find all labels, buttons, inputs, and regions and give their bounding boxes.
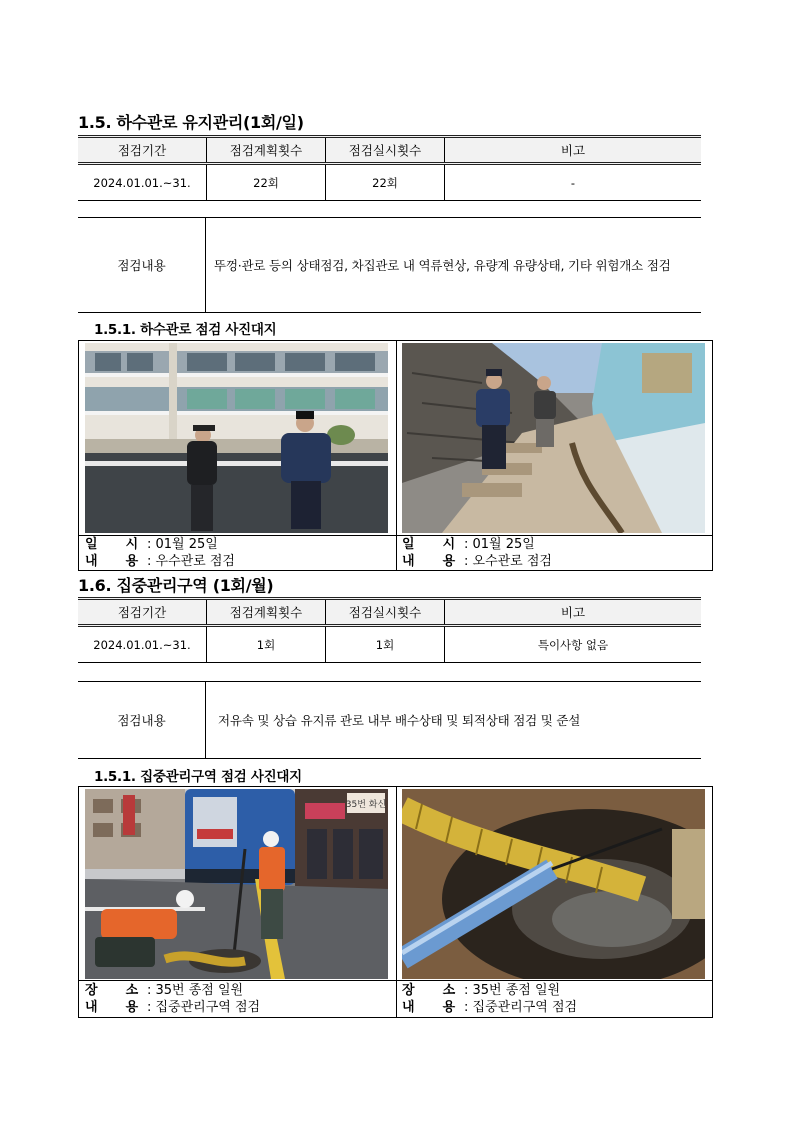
header-performed: 점검실시횟수	[325, 138, 444, 162]
section-title-focus-area: 1.6. 집중관리구역 (1회/월)	[78, 576, 274, 595]
cell-remarks: -	[444, 165, 701, 200]
caption-content-1: 내 용 : 우수관로 점검	[85, 554, 235, 569]
header-planned: 점검계획횟수	[206, 138, 325, 162]
photo-storm-sewer-inspection	[85, 343, 388, 533]
header-performed: 점검실시횟수	[325, 600, 444, 624]
cell-period: 2024.01.01.~31.	[93, 175, 191, 190]
shop-sign-text: 35번 화신	[345, 800, 387, 810]
cell-planned: 1회	[206, 627, 325, 662]
header-period: 점검기간	[117, 605, 167, 620]
content-label: 점검내용	[78, 682, 206, 758]
table-row	[78, 165, 701, 201]
photo-frame-focus	[78, 786, 713, 1018]
cell-remarks: 특이사항 없음	[444, 627, 701, 662]
header-remarks: 비고	[444, 138, 701, 162]
table-row	[78, 627, 701, 663]
cell-performed: 1회	[325, 627, 444, 662]
cell-planned: 22회	[206, 165, 325, 200]
caption-place-4: 장 소 : 35번 종점 일원	[402, 983, 561, 998]
content-text: 뚜껑·관로 등의 상태점검, 차집관로 내 역류현상, 유량계 유량상태, 기타 위험개소 점검	[214, 258, 671, 273]
photo-focus-area-street-work	[85, 789, 388, 979]
section-title-sewer-maintenance: 1.5. 하수관로 유지관리(1회/일)	[78, 113, 304, 132]
table-header-row	[78, 597, 701, 627]
photo-section-title-focus: 1.5.1. 집중관리구역 점검 사진대지	[94, 769, 302, 785]
caption-content-3: 내 용 : 집중관리구역 점검	[85, 1000, 261, 1015]
caption-content-4: 내 용 : 집중관리구역 점검	[402, 1000, 578, 1015]
caption-content-2: 내 용 : 오수관로 점검	[402, 554, 552, 569]
summary-table-focus	[78, 597, 701, 669]
header-period: 점검기간	[117, 143, 167, 158]
caption-date-2: 일 시 : 01월 25일	[402, 537, 535, 552]
photo-focus-area-manhole-inside	[402, 789, 705, 979]
header-remarks: 비고	[444, 600, 701, 624]
content-label: 점검내용	[78, 218, 206, 312]
caption-place-3: 장 소 : 35번 종점 일원	[85, 983, 244, 998]
summary-table-sewer	[78, 135, 701, 207]
table-header-row	[78, 135, 701, 165]
content-text: 저유속 및 상습 유지류 관로 내부 배수상태 및 퇴적상태 점검 및 준설	[218, 713, 581, 728]
photo-sanitary-sewer-inspection	[402, 343, 705, 533]
caption-date-1: 일 시 : 01월 25일	[85, 537, 218, 552]
header-planned: 점검계획횟수	[206, 600, 325, 624]
photo-frame-sewer	[78, 340, 713, 571]
photo-section-title-sewer: 1.5.1. 하수관로 점검 사진대지	[94, 322, 277, 338]
cell-performed: 22회	[325, 165, 444, 200]
cell-period: 2024.01.01.~31.	[93, 637, 191, 652]
content-table-sewer	[78, 217, 701, 313]
content-table-focus	[78, 681, 701, 759]
